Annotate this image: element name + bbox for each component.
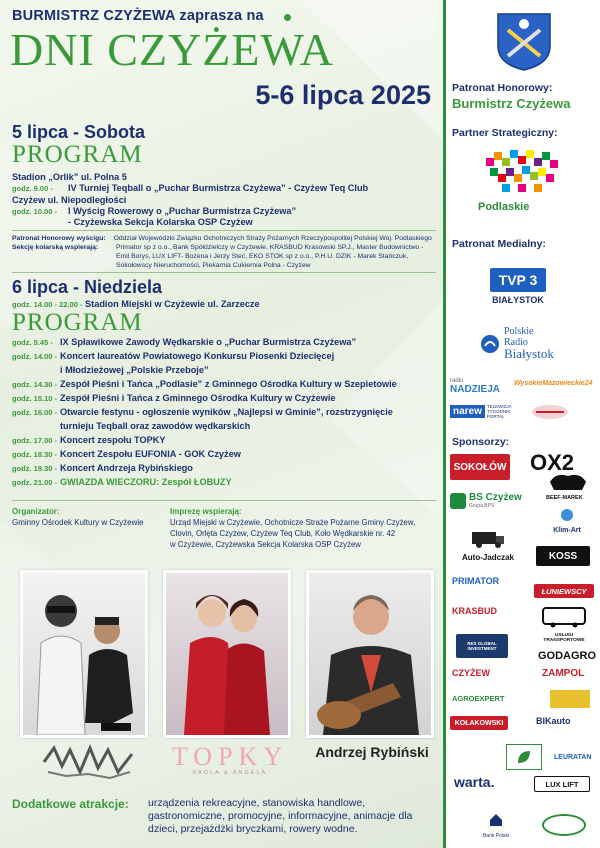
- primator-logo: PRIMATOR: [452, 576, 500, 586]
- podlaskie-logo: [478, 148, 564, 213]
- program-item: godz. 19.30 - Koncert Andrzeja Rybińskiego: [12, 463, 193, 473]
- auto-jadczak-logo: Auto-Jadczak: [452, 528, 524, 562]
- support-block: Imprezę wspierają: Urząd Miejski w Czyżewie, Ochotnicze Straże Pożarne Gminy Czyżew, Clovin, Orlęta Czyżew, Czyżew Teq Club, Koło Wędkarskie nr. 42 w Czyżewie, Czyżewska Sekcja Kolarska OSP Czyżew: [170, 507, 416, 549]
- sponsors-label: Sponsorzy:: [452, 436, 510, 448]
- wm-promo-icon: [530, 402, 570, 422]
- organizer-block: Organizator: Gminny Ośrodek Kultury w Czyżewie: [12, 507, 144, 527]
- radio-nadzieja-logo: radio NADZIEJA: [450, 378, 501, 395]
- radio-wave-icon: [480, 334, 500, 354]
- day1-item-4: - Czyżewska Sekcja Kolarska OSP Czyżew: [68, 217, 253, 227]
- beef-marek-logo: BEEF-MAREK: [546, 470, 596, 500]
- day1-program-title: PROGRAM: [12, 141, 143, 168]
- luniewscy-logo: ŁUNIEWSCY: [534, 584, 594, 598]
- day2-program-title: PROGRAM: [12, 309, 143, 336]
- extras-label: Dodatkowe atrakcje:: [12, 797, 129, 811]
- bank-icon: [488, 812, 504, 828]
- agroexpert-logo: AGROEXPERT: [452, 694, 505, 703]
- day1-venue: Stadion „Orlik” ul. Polna 5: [12, 172, 127, 182]
- tvp3-city: BIAŁYSTOK: [492, 295, 544, 305]
- divider: [12, 272, 436, 273]
- leuratan-logo: LEURATAN: [554, 754, 592, 761]
- program-item: godz. 17.00 - Koncert zespołu TOPKY: [12, 435, 166, 445]
- polskie-radio-logo: Polskie Radio Białystok: [480, 326, 580, 364]
- day1-heading: 5 lipca - Sobota: [12, 122, 146, 142]
- wm24-logo: WysokieMazowieckie24: [514, 380, 593, 387]
- czyzew-sm-logo: CZYŻEW: [452, 668, 490, 678]
- krasbud-logo: KRASBUD: [452, 606, 497, 616]
- divider: [12, 500, 436, 501]
- luxlift-logo: LUX LIFT: [534, 776, 590, 792]
- lobuzy-logo: [40, 742, 136, 782]
- day1-item-1: [12, 183, 368, 193]
- program-item: godz. 18.30 - Koncert Zespołu EUFONIA - GOK Czyżew: [12, 449, 241, 459]
- artist-rybinski-figure: [309, 573, 431, 735]
- program-item: godz. 14.30 - Zespół Pieśni i Tańca „Podlasie” z Gminnego Ośrodka Kultury w Szepietowie: [12, 379, 397, 389]
- coat-of-arms-icon: [494, 10, 554, 72]
- photo-lobuzy: [20, 570, 148, 738]
- program-item: godz. 14.00 - Koncert laureatów Powiatowego Konkursu Piosenki Dziecięcej: [12, 351, 335, 361]
- day1-item-2: Czyżew ul. Niepodległości: [12, 195, 127, 205]
- program-item: godz. 5.45 - IX Spławikowe Zawody Wędkarskie o „Puchar Burmistrza Czyżewa”: [12, 337, 357, 347]
- bs-icon: [450, 493, 466, 509]
- lobuzy-logo-art: [40, 742, 136, 782]
- event-dates: 5-6 lipca 2025: [255, 80, 431, 110]
- item-text: I Wyścig Rowerowy o „Puchar Burmistrza Czyżewa”: [68, 206, 297, 216]
- topky-logo: TOPKY PAOLA & ANGELA: [171, 742, 289, 776]
- yellow-sponsor-logo: [550, 690, 590, 708]
- patronat-label: Patronat Honorowy:: [452, 82, 553, 94]
- podlaskie-label: Podlaskie: [478, 201, 530, 213]
- green-emblem-logo: [506, 744, 542, 770]
- leaf-icon: [514, 747, 534, 767]
- day1-sponsors-text: Primator sp z o.o., Bank Spółdzielczy w Czyżewie, KRASBUD Krasowski SP.J., Master Budownictwo - Emil Borys, LUX LIFT- Bożena i Jerzy Steć, EKO STOK sp z o.o., P.H.U. DZIK - Marek Stańczuk, Sokołowscy Nieruchomości, Piekarnia Cukiernia Polna - Czyżew: [116, 244, 424, 269]
- tvp3-logo: TVP 3: [490, 268, 546, 292]
- narew-logo: narew TELEWIZJA TYGODNIK PORTAL: [450, 404, 519, 419]
- day2-program-list: [12, 337, 440, 491]
- bull-icon: [546, 470, 590, 492]
- resglobal-logo: RES GLOBAL INVESTMENT: [456, 634, 508, 658]
- sokolow-logo: SOKOŁÓW: [450, 454, 510, 480]
- coat-of-arms: [494, 10, 554, 72]
- program-item-headliner: godz. 21.00 - GWIAZDA WIECZORU: Zespół ŁOBUZY: [12, 477, 232, 487]
- uslugi-logo: USŁUGI TRANSPORTOWE: [534, 606, 594, 643]
- partner-label: Partner Strategiczny:: [452, 127, 558, 139]
- koss-logo: KOSS: [536, 546, 590, 566]
- rybinski-caption: Andrzej Rybiński: [315, 744, 429, 760]
- band-lobuzy-figures: [23, 573, 145, 735]
- zampol-logo: ZAMPOL: [542, 668, 585, 679]
- bikauto-logo: BIKauto: [536, 716, 571, 726]
- ox2-logo: OX2: [530, 450, 575, 475]
- invite-dot: [284, 14, 291, 21]
- patronat-label: Patronat Honorowy wyścigu:: [12, 235, 106, 242]
- day2-venue: godz. 14.00 - 22.00 - Stadion Miejski w Czyżewie ul. Zarzecze: [12, 299, 260, 309]
- event-title: DNI CZYŻEWA: [10, 24, 334, 75]
- day1-patronat: [12, 234, 442, 243]
- wm-promo-logo: [530, 402, 570, 422]
- warta-logo: warta.: [454, 774, 495, 790]
- program-item: i Młodzieżowej „Polskie Przeboje”: [60, 365, 209, 375]
- band-topky-figures: [166, 573, 288, 735]
- day1-item-3: [12, 206, 296, 216]
- media-label: Patronat Medialny:: [452, 238, 546, 250]
- patronat-text: Oddział Wojewódzki Związku Ochotniczych Straży Pożarnych Rzeczypospolitej Polskiej Woj. Podlaskiego: [113, 235, 432, 242]
- podlaskie-mosaic-icon: [484, 148, 564, 198]
- patronat-name: Burmistrz Czyżewa: [452, 96, 571, 111]
- time-label: godz. 9.00 -: [12, 184, 53, 193]
- item-text: IV Turniej Teqball o „Puchar Burmistrza Czyżewa” - Czyżew Teq Club: [68, 183, 369, 193]
- extras-text: urządzenia rekreacyjne, stanowiska handlowe, gastronomiczne, promocyjne, informacyjne, animacje dla dzieci, przejażdżki bryczkami, rowery wodne.: [148, 797, 413, 835]
- bus-icon: [539, 606, 589, 628]
- divider: [12, 230, 436, 231]
- time-label: godz. 10.00 -: [12, 207, 58, 216]
- klimart-logo: Klim-Art: [542, 508, 592, 534]
- bank-polski-logo: Bank Polski: [476, 812, 516, 839]
- invite-text: BURMISTRZ CZYŻEWA zaprasza na: [12, 8, 264, 24]
- snowflake-icon: [555, 508, 579, 522]
- bs-czyzew-logo: BS Czyżew Grupa BPS: [450, 492, 522, 509]
- truck-icon: [470, 528, 506, 548]
- day1-sponsors-label: Sekcję kolarską wspierają:: [12, 244, 99, 251]
- program-item: godz. 15.10 - Zespół Pieśni i Tańca z Gminnego Ośrodka Kultury w Czyżewie: [12, 393, 336, 403]
- photo-topky: [163, 570, 291, 738]
- day2-heading: 6 lipca - Niedziela: [12, 277, 163, 297]
- photo-rybinski: [306, 570, 434, 738]
- green-oval-logo: [542, 814, 586, 836]
- kolakowski-logo: KOŁAKOWSKI: [450, 716, 508, 730]
- sponsor-column: [443, 0, 600, 848]
- godagro-logo: GODAGRO: [538, 650, 597, 662]
- program-item: turnieju Teqball oraz zawodów wędkarskich: [60, 421, 251, 431]
- program-item: godz. 16.00 - Otwarcie festynu - ogłoszenie wyników „Najlepsi w Gminie”, rozstrzygnięcie: [12, 407, 393, 417]
